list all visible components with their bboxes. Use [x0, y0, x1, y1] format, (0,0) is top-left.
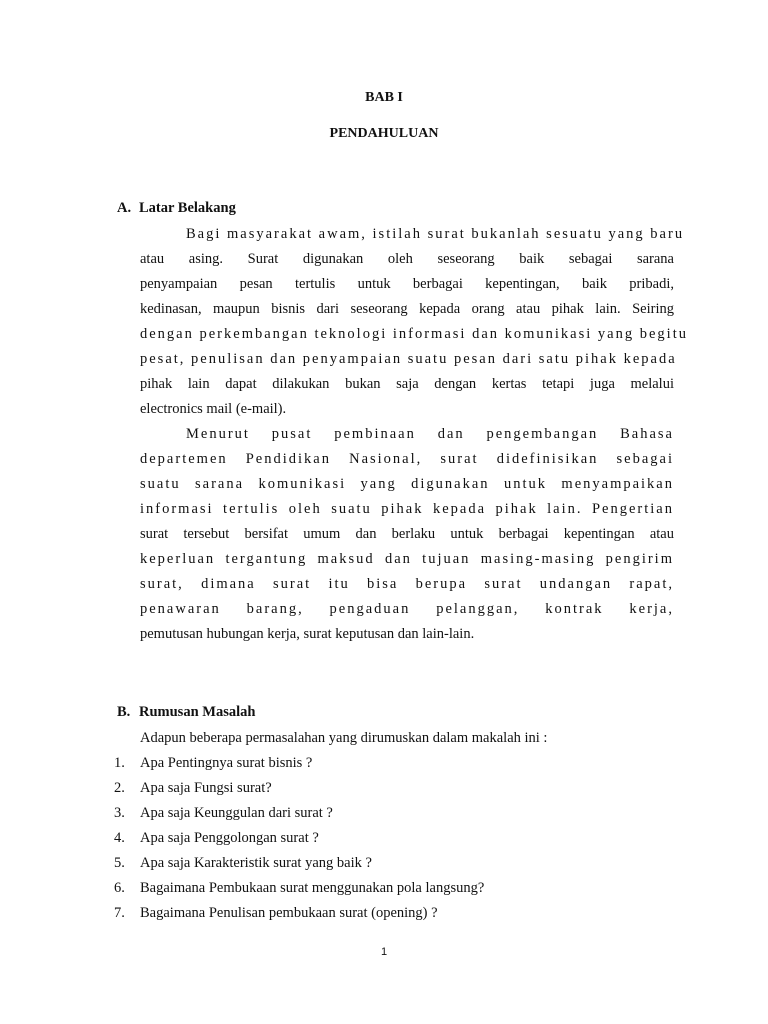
paragraph-line: informasi tertulis oleh suatu pihak kepada pihak lain. Pengertian — [140, 501, 674, 517]
section-b-intro: Adapun beberapa permasalahan yang dirumuskan dalam makalah ini : — [140, 730, 548, 746]
paragraph-line: penyampaian pesan tertulis untuk berbagai kepentingan, baik pribadi, — [140, 276, 674, 292]
paragraph-line: pemutusan hubungan kerja, surat keputusan dan lain-lain. — [140, 626, 475, 642]
list-item: 7. Bagaimana Penulisan pembukaan surat (opening) ? — [114, 905, 438, 921]
list-item: 4. Apa saja Penggolongan surat ? — [114, 830, 319, 846]
chapter-title: PENDAHULUAN — [329, 126, 439, 141]
list-item: 3. Apa saja Keunggulan dari surat ? — [114, 805, 333, 821]
paragraph-line: departemen Pendidikan Nasional, surat didefinisikan sebagai — [140, 451, 674, 467]
list-item: 5. Apa saja Karakteristik surat yang baik ? — [114, 855, 372, 871]
section-b-heading — [117, 704, 255, 721]
list-item: 2. Apa saja Fungsi surat? — [114, 780, 272, 796]
page-number: 1 — [380, 946, 388, 958]
paragraph-line: suatu sarana komunikasi yang digunakan untuk menyampaikan — [140, 476, 674, 492]
section-a-title: Latar Belakang — [139, 200, 236, 216]
paragraph-line: pesat, penulisan dan penyampaian suatu pesan dari satu pihak kepada — [140, 351, 677, 367]
section-a-label: A. — [117, 200, 132, 216]
paragraph-line: atau asing. Surat digunakan oleh seseorang baik sebagai sarana — [140, 251, 674, 267]
paragraph-line: surat, dimana surat itu bisa berupa surat undangan rapat, — [140, 576, 674, 592]
paragraph-line: kedinasan, maupun bisnis dari seseorang kepada orang atau pihak lain. Seiring — [140, 301, 674, 317]
list-item: 6. Bagaimana Pembukaan surat menggunakan pola langsung? — [114, 880, 485, 896]
paragraph-line: penawaran barang, pengaduan pelanggan, kontrak kerja, — [140, 601, 674, 617]
section-b-title: Rumusan Masalah — [139, 704, 256, 720]
list-item: 1. Apa Pentingnya surat bisnis ? — [114, 755, 313, 771]
section-b-label: B. — [117, 704, 131, 720]
section-a-heading — [117, 200, 236, 217]
paragraph-line: electronics mail (e-mail). — [140, 401, 287, 417]
paragraph-line: keperluan tergantung maksud dan tujuan masing-masing pengirim — [140, 551, 674, 567]
paragraph-line: surat tersebut bersifat umum dan berlaku untuk berbagai kepentingan atau — [140, 526, 674, 542]
chapter-label: BAB I — [365, 90, 403, 105]
paragraph-line: Menurut pusat pembinaan dan pengembangan Bahasa — [186, 426, 674, 442]
paragraph-line: pihak lain dapat dilakukan bukan saja dengan kertas tetapi juga melalui — [140, 376, 674, 392]
paragraph-line: Bagi masyarakat awam, istilah surat bukanlah sesuatu yang baru — [186, 226, 685, 242]
paragraph-line: dengan perkembangan teknologi informasi dan komunikasi yang begitu — [140, 326, 688, 342]
